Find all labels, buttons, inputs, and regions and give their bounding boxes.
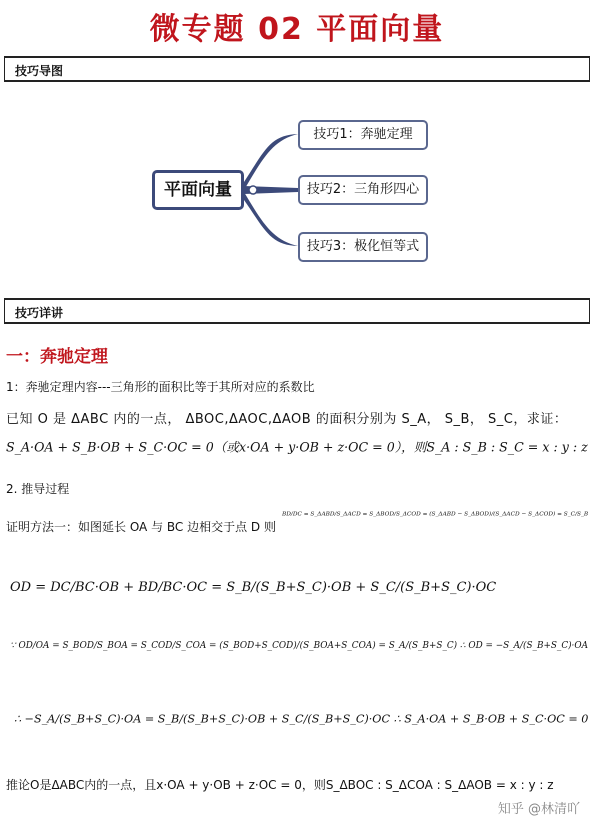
page-title: 微专题 02 平面向量 xyxy=(149,12,445,47)
section-map-title: 技巧导图 xyxy=(15,64,64,78)
equation-3 xyxy=(10,640,588,650)
section-detail-title: 技巧详讲 xyxy=(15,306,64,320)
mindmap-node-3: 技巧3：极化恒等式 xyxy=(298,232,428,262)
equation-3-text: ∵ OD/OA = S_BOD/S_BOA = S_COD/S_COA = (S_BOD+S_COD)/(S_BOA+S_COA) = S_A/(S_B+S_C) ∴ OD = −S_A/(S_B+S_C)·OA xyxy=(10,640,589,651)
section-detail-bar xyxy=(4,298,590,324)
heading-benz-theorem: 一：奔驰定理 xyxy=(6,347,108,367)
given-statement: 已知 O 是 ΔABC 内的一点， ΔBOC,ΔAOC,ΔAOB 的面积分别为 S_A， S_B， S_C，求证： xyxy=(6,412,568,427)
item1-text: 1：奔驰定理内容---三角形的面积比等于其所对应的系数比 xyxy=(6,380,315,394)
watermark: 知乎 @林清吖 xyxy=(497,802,580,817)
mindmap-connectors xyxy=(0,0,594,300)
equation-4-text: ∴ −S_A/(S_B+S_C)·OA = S_B/(S_B+S_C)·OB + S_C/(S_B+S_C)·OC ∴ S_A·OA + S_B·OB + S_C·OC = 0 xyxy=(14,712,589,726)
equation-1-text: BD/DC = S_ΔABD/S_ΔACD = S_ΔBOD/S_ΔCOD = (S_ΔABD − S_ΔBOD)/(S_ΔACD − S_ΔCOD) = S_C/S_B xyxy=(282,510,589,517)
equation-2 xyxy=(10,580,496,595)
equation-2-text: OD = DC/BC·OB + BD/BC·OC = S_B/(S_B+S_C)·OB + S_C/(S_B+S_C)·OC xyxy=(10,580,497,595)
mindmap-center: 平面向量 xyxy=(152,170,244,210)
given-text xyxy=(6,408,567,427)
equation-main xyxy=(6,438,588,456)
corollary-text: 推论O是ΔABC内的一点，且x·OA + y·OB + z·OC = 0，则S_ΔBOC : S_ΔCOA : S_ΔAOB = x : y : z xyxy=(6,778,554,792)
mindmap-node-1: 技巧1：奔驰定理 xyxy=(298,120,428,150)
equation-main-text: S_A·OA + S_B·OB + S_C·OC = 0（或x·OA + y·OB + z·OC = 0），则S_A : S_B : S_C = x : y : z xyxy=(6,439,588,455)
mindmap-node-2: 技巧2：三角形四心 xyxy=(298,175,428,205)
equation-4 xyxy=(14,712,588,725)
equation-1 xyxy=(282,510,588,517)
proof-intro: 证明方法一：如图延长 OA 与 BC 边相交于点 D 则 xyxy=(6,520,276,534)
item2-text: 2. 推导过程 xyxy=(6,482,70,496)
